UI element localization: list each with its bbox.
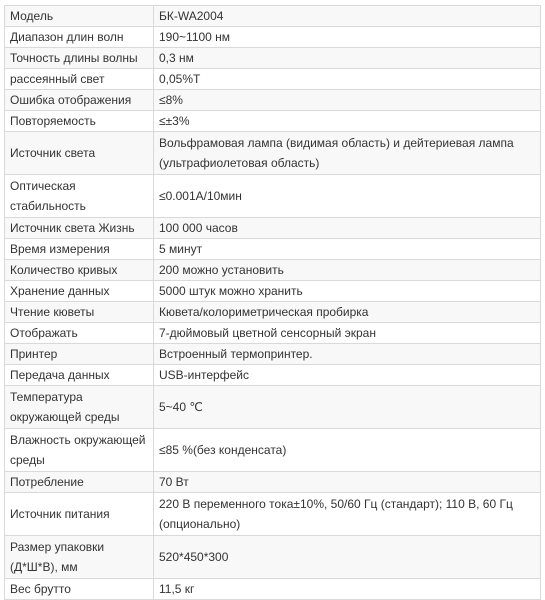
spec-value: Вольфрамовая лампа (видимая область) и дейтериевая лампа (ультрафиолетовая область): [154, 132, 541, 175]
table-row: [5, 365, 541, 386]
spec-label: Диапазон длин волн: [5, 27, 154, 48]
spec-label: Размер упаковки (Д*Ш*В), мм: [5, 536, 154, 579]
table-row: [5, 90, 541, 111]
spec-label: рассеянный свет: [5, 69, 154, 90]
spec-value: 0,05%T: [154, 69, 541, 90]
table-row: [5, 302, 541, 323]
spec-value: 200 можно установить: [154, 260, 541, 281]
spec-table-container: [4, 5, 541, 600]
spec-label: Источник света: [5, 132, 154, 175]
table-row: [5, 239, 541, 260]
table-row: [5, 344, 541, 365]
table-row: [5, 175, 541, 218]
spec-label: Принтер: [5, 344, 154, 365]
spec-value: 5000 штук можно хранить: [154, 281, 541, 302]
spec-label: Источник света Жизнь: [5, 218, 154, 239]
table-row: [5, 132, 541, 175]
table-row: [5, 218, 541, 239]
spec-value: ≤8%: [154, 90, 541, 111]
spec-label: Модель: [5, 6, 154, 27]
table-row: [5, 111, 541, 132]
spec-label: Источник питания: [5, 493, 154, 536]
spec-value: ≤±3%: [154, 111, 541, 132]
spec-value: Кювета/колориметрическая пробирка: [154, 302, 541, 323]
spec-value: 190~1100 нм: [154, 27, 541, 48]
table-row: [5, 429, 541, 472]
table-row: [5, 472, 541, 493]
table-row: [5, 69, 541, 90]
spec-value: 220 В переменного тока±10%, 50/60 Гц (стандарт); 110 В, 60 Гц (опционально): [154, 493, 541, 536]
spec-value: БК-WA2004: [154, 6, 541, 27]
spec-label: Количество кривых: [5, 260, 154, 281]
table-row: [5, 6, 541, 27]
spec-value: 5~40 ℃: [154, 386, 541, 429]
spec-value: 70 Вт: [154, 472, 541, 493]
table-row: [5, 260, 541, 281]
table-row: [5, 386, 541, 429]
spec-label: Передача данных: [5, 365, 154, 386]
spec-label: Точность длины волны: [5, 48, 154, 69]
spec-value: 5 минут: [154, 239, 541, 260]
spec-label: Влажность окружающей среды: [5, 429, 154, 472]
spec-value: 7-дюймовый цветной сенсорный экран: [154, 323, 541, 344]
spec-label: Температура окружающей среды: [5, 386, 154, 429]
spec-value: ≤85 %(без конденсата): [154, 429, 541, 472]
spec-label: Ошибка отображения: [5, 90, 154, 111]
table-row: [5, 536, 541, 579]
spec-value: 0,3 нм: [154, 48, 541, 69]
spec-value: 100 000 часов: [154, 218, 541, 239]
spec-label: Хранение данных: [5, 281, 154, 302]
spec-label: Повторяемость: [5, 111, 154, 132]
table-row: [5, 323, 541, 344]
spec-value: Встроенный термопринтер.: [154, 344, 541, 365]
table-row: [5, 493, 541, 536]
spec-label: Чтение кюветы: [5, 302, 154, 323]
table-row: [5, 281, 541, 302]
table-row: [5, 579, 541, 600]
spec-table-body: [5, 6, 541, 600]
spec-label: Время измерения: [5, 239, 154, 260]
spec-label: Отображать: [5, 323, 154, 344]
spec-label: Оптическая стабильность: [5, 175, 154, 218]
spec-value: 520*450*300: [154, 536, 541, 579]
spec-value: USB-интерфейс: [154, 365, 541, 386]
table-row: [5, 48, 541, 69]
specifications-table: [4, 5, 541, 600]
spec-label: Потребление: [5, 472, 154, 493]
spec-value: ≤0.001A/10мин: [154, 175, 541, 218]
spec-value: 11,5 кг: [154, 579, 541, 600]
table-row: [5, 27, 541, 48]
spec-label: Вес брутто: [5, 579, 154, 600]
